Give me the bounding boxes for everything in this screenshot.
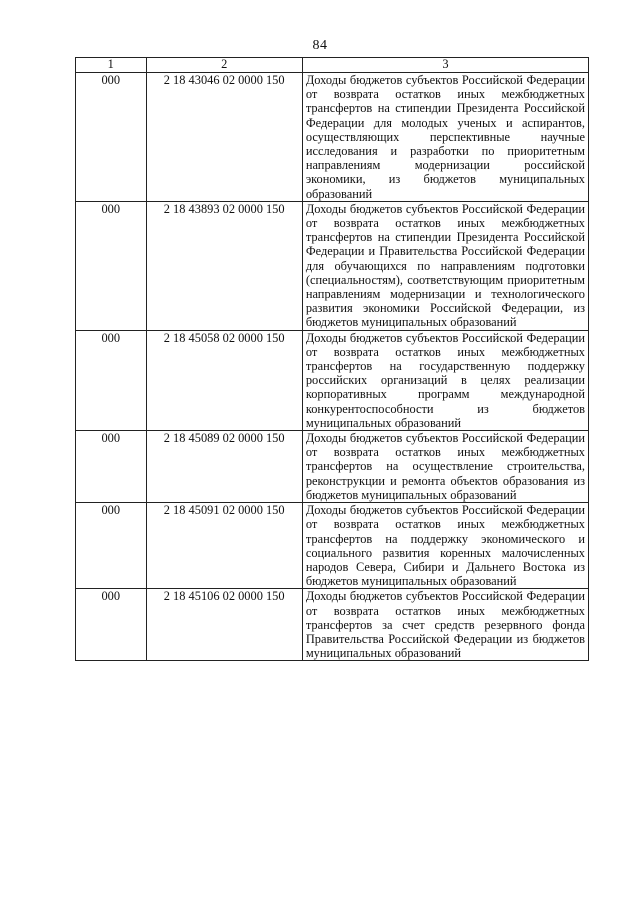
revenue-codes-table — [75, 57, 589, 661]
budget-code-cell: 2 18 45106 02 0000 150 — [146, 589, 302, 661]
budget-code-cell: 2 18 43893 02 0000 150 — [146, 201, 302, 330]
column-header-2: 2 — [146, 58, 302, 73]
admin-code-cell: 000 — [76, 330, 147, 430]
budget-code-cell: 2 18 45091 02 0000 150 — [146, 503, 302, 589]
description-cell: Доходы бюджетов субъектов Российской Федерации от возврата остатков иных межбюджетных трансфертов на осуществление строительства, реконструкции и ремонта объектов образования из бюджетов муниципальных образований — [302, 431, 588, 503]
admin-code-cell: 000 — [76, 73, 147, 202]
table-row — [76, 330, 589, 430]
description-cell: Доходы бюджетов субъектов Российской Федерации от возврата остатков иных межбюджетных трансфертов на стипендии Президента Российской Федерации и Правительства Российской Федерации для обучающихся по направлениям подготовки (специальностям), соответствующим приоритетным направлениям модернизации и технологического развития экономики Российской Федерации, из бюджетов муниципальных образований — [302, 201, 588, 330]
description-cell: Доходы бюджетов субъектов Российской Федерации от возврата остатков иных межбюджетных трансфертов на государственную поддержку российских организаций в целях реализации корпоративных программ международной конкурентоспособности из бюджетов муниципальных образований — [302, 330, 588, 430]
description-cell: Доходы бюджетов субъектов Российской Федерации от возврата остатков иных межбюджетных трансфертов на поддержку экономического и социального развития коренных малочисленных народов Севера, Сибири и Дальнего Востока из бюджетов муниципальных образований — [302, 503, 588, 589]
table-row — [76, 73, 589, 202]
table-row — [76, 503, 589, 589]
description-cell: Доходы бюджетов субъектов Российской Федерации от возврата остатков иных межбюджетных трансфертов за счет средств резервного фонда Правительства Российской Федерации из бюджетов муниципальных образований — [302, 589, 588, 661]
budget-code-cell: 2 18 43046 02 0000 150 — [146, 73, 302, 202]
table-header-row — [76, 58, 589, 73]
page-number: 84 — [312, 38, 328, 53]
table-row — [76, 431, 589, 503]
admin-code-cell: 000 — [76, 431, 147, 503]
budget-code-cell: 2 18 45058 02 0000 150 — [146, 330, 302, 430]
column-header-1: 1 — [76, 58, 147, 73]
admin-code-cell: 000 — [76, 201, 147, 330]
table-row — [76, 201, 589, 330]
admin-code-cell: 000 — [76, 503, 147, 589]
budget-code-cell: 2 18 45089 02 0000 150 — [146, 431, 302, 503]
column-header-3: 3 — [302, 58, 588, 73]
description-cell: Доходы бюджетов субъектов Российской Федерации от возврата остатков иных межбюджетных трансфертов на стипендии Президента Российской Федерации для молодых ученых и аспирантов, осуществляющих перспективные научные исследования и разработки по приоритетным направлениям модернизации российской экономики, из бюджетов муниципальных образований — [302, 73, 588, 202]
admin-code-cell: 000 — [76, 589, 147, 661]
table-row — [76, 589, 589, 661]
